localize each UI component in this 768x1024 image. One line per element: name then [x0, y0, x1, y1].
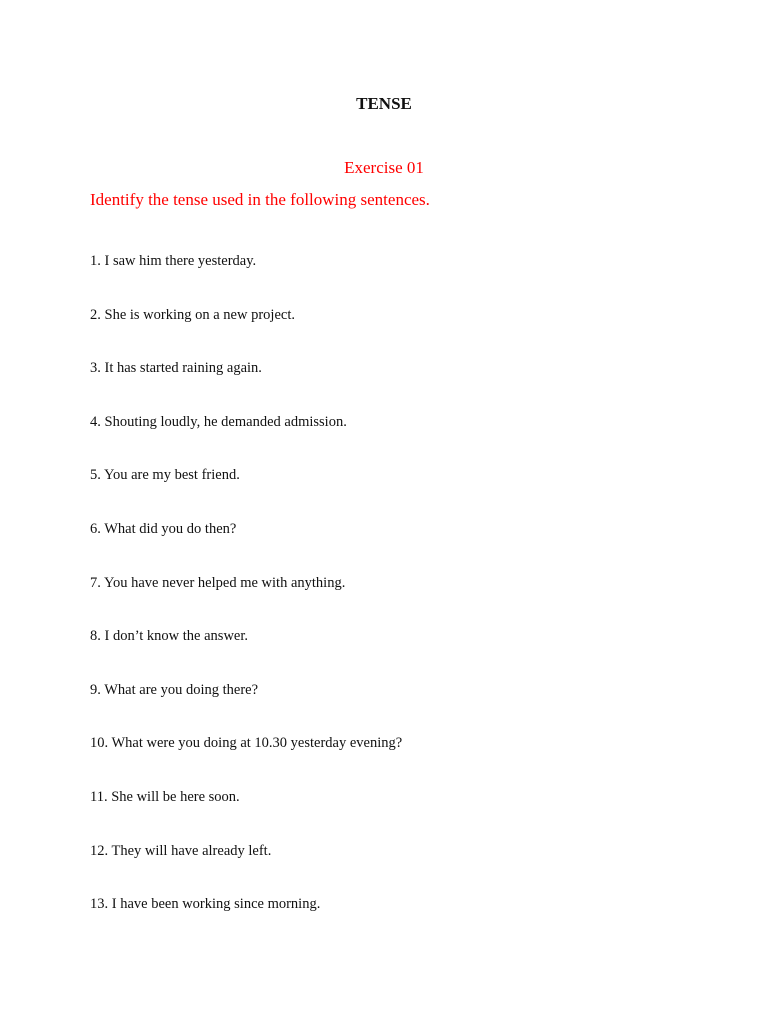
question-item: 1. I saw him there yesterday.: [90, 253, 257, 269]
question-item: 11. She will be here soon.: [90, 788, 240, 805]
question-item: 13. I have been working since morning.: [90, 896, 321, 913]
question-list: [90, 251, 402, 948]
exercise-heading: Exercise 01: [344, 158, 424, 177]
question-item: 4. Shouting loudly, he demanded admission.: [90, 413, 347, 430]
question-item: 9. What are you doing there?: [90, 681, 259, 698]
question-item: 12. They will have already left.: [90, 842, 272, 859]
question-item: 8. I don’t know the answer.: [90, 628, 248, 645]
exercise-instruction: Identify the tense used in the following sentences.: [90, 190, 430, 209]
question-item: 5. You are my best friend.: [90, 467, 240, 484]
question-item: 6. What did you do then?: [90, 520, 237, 537]
question-item: 7. You have never helped me with anything.: [90, 574, 346, 591]
question-item: 2. She is working on a new project.: [90, 306, 295, 323]
question-item: 3. It has started raining again.: [90, 360, 262, 377]
page-title: TENSE: [356, 94, 412, 113]
question-item: 10. What were you doing at 10.30 yesterday evening?: [90, 735, 403, 752]
